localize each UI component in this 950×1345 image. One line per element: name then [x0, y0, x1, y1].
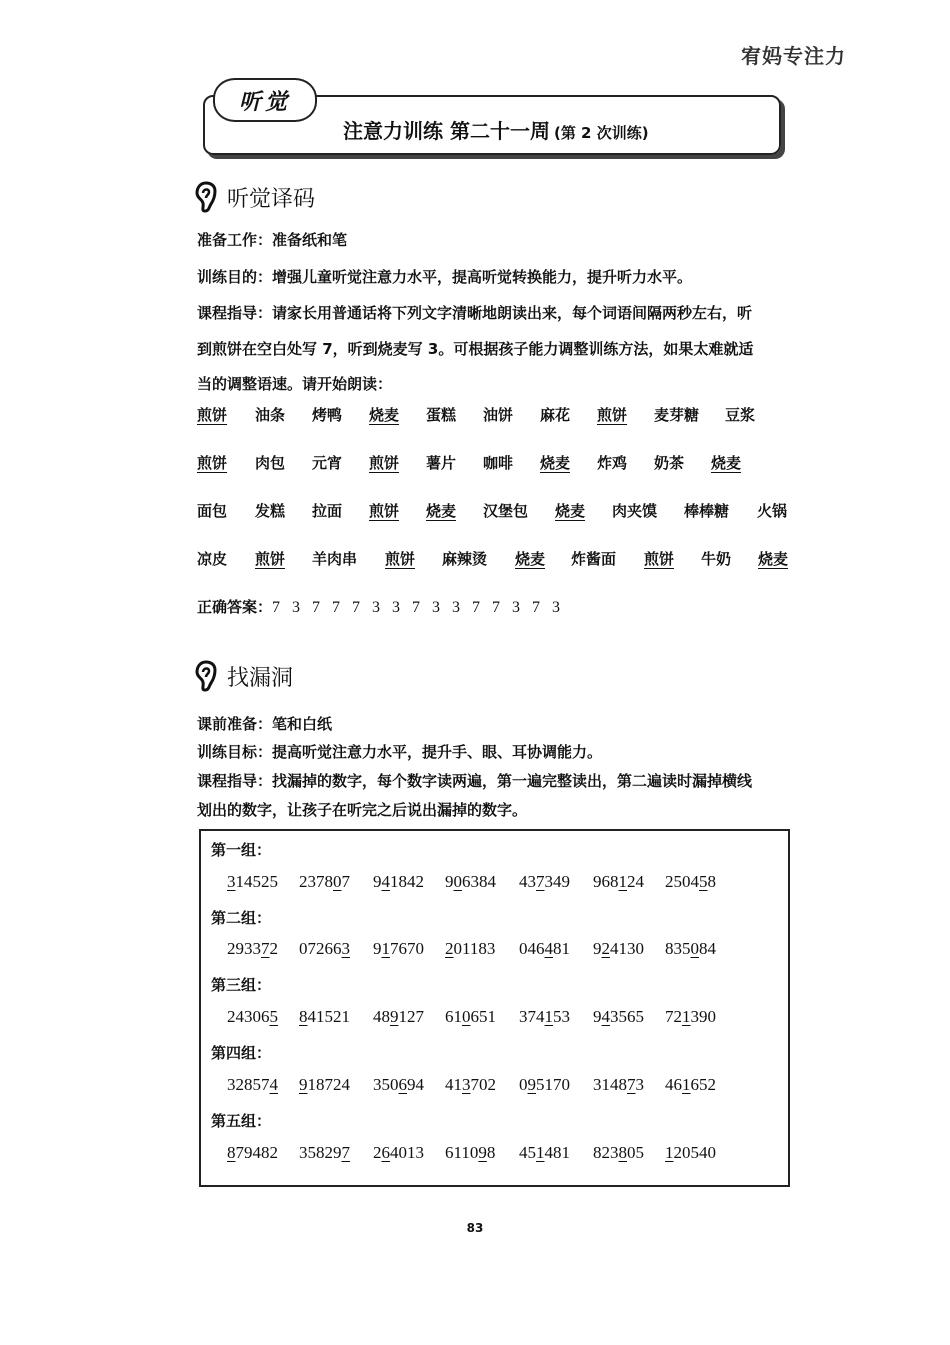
word: 火锅: [757, 502, 788, 520]
word-row: [197, 548, 797, 574]
section1-guide-line: 到煎饼在空白处写 7，听到烧麦写 3。可根据孩子能力调整训练方法，如果太难就适: [197, 340, 754, 358]
omitted-digit: 7: [261, 939, 270, 958]
number-item: 046481: [519, 939, 570, 958]
number-item: 314525: [227, 872, 278, 891]
omitted-digit: 1: [536, 1143, 545, 1162]
word: 棒棒糖: [684, 502, 730, 520]
group-label: 第五组：: [211, 1112, 272, 1130]
word: 烧麦: [758, 550, 789, 568]
number-item: 879482: [227, 1143, 278, 1162]
number-item: 610651: [445, 1007, 496, 1026]
section1-prep: 准备工作：准备纸和笔: [197, 231, 348, 249]
number-row: [227, 1007, 787, 1031]
omitted-digit: 9: [299, 1075, 308, 1094]
word: 煎饼: [255, 550, 286, 568]
section-heading-listening-decode: [195, 181, 315, 213]
number-item: 823805: [593, 1143, 644, 1162]
word: 羊肉串: [312, 550, 358, 568]
section1-guide-line: 当的调整语速。请开始朗读：: [197, 375, 393, 393]
word: 炸鸡: [597, 454, 628, 472]
number-item: 906384: [445, 872, 496, 891]
number-item: 350694: [373, 1075, 424, 1094]
number-item: 358297: [299, 1143, 350, 1162]
word: 烧麦: [555, 502, 586, 520]
word: 汉堡包: [483, 502, 529, 520]
section1-title: 听觉译码: [227, 186, 316, 212]
omitted-digit: 3: [341, 939, 350, 958]
word: 肉夹馍: [612, 502, 658, 520]
number-item: 611098: [445, 1143, 496, 1162]
section1-goal: 训练目的：增强儿童听觉注意力水平，提高听觉转换能力，提升听力水平。: [197, 268, 693, 286]
word: 咖啡: [483, 454, 514, 472]
word: 薯片: [426, 454, 457, 472]
number-row: [227, 872, 787, 896]
number-item: 968124: [593, 872, 644, 891]
section2-goal: 训练目标：提高听觉注意力水平，提升手、眼、耳协调能力。: [197, 743, 603, 761]
number-item: 924130: [593, 939, 644, 958]
omitted-digit: 9: [390, 1007, 399, 1026]
word: 烧麦: [426, 502, 457, 520]
title-main: 注意力训练 第二十一周: [343, 119, 550, 143]
section2-guide-line: 课程指导：找漏掉的数字，每个数字读两遍，第一遍完整读出，第二遍读时漏掉横线: [197, 772, 753, 790]
page-number: 83: [466, 1221, 484, 1235]
omitted-digit: 1: [682, 1007, 691, 1026]
word: 蛋糕: [426, 406, 457, 424]
word: 麻花: [540, 406, 571, 424]
group-label: 第四组：: [211, 1044, 272, 1062]
omitted-digit: 1: [665, 1143, 674, 1162]
word: 炸酱面: [571, 550, 617, 568]
number-item: 120540: [665, 1143, 716, 1162]
word: 发糕: [255, 502, 286, 520]
number-item: 721390: [665, 1007, 716, 1026]
number-item: 917670: [373, 939, 424, 958]
number-item: 461652: [665, 1075, 716, 1094]
word: 烧麦: [515, 550, 546, 568]
section2-prep: 课前准备：笔和白纸: [197, 715, 333, 733]
word-row: [197, 404, 797, 430]
group-label: 第二组：: [211, 909, 272, 927]
omitted-digit: 4: [601, 1007, 610, 1026]
word-row: [197, 452, 797, 478]
word: 凉皮: [197, 550, 228, 568]
omitted-digit: 6: [381, 1143, 390, 1162]
number-groups-box: [199, 829, 790, 1187]
ear-icon: [195, 181, 221, 213]
word: 麻辣烫: [442, 550, 488, 568]
section-heading-find-gaps: [195, 660, 293, 692]
omitted-digit: 8: [227, 1143, 236, 1162]
omitted-digit: 9: [527, 1075, 536, 1094]
omitted-digit: 9: [478, 1143, 487, 1162]
word: 煎饼: [197, 454, 228, 472]
number-item: 293372: [227, 939, 278, 958]
omitted-digit: 4: [269, 1075, 278, 1094]
watermark: 宥妈专注力: [741, 44, 846, 68]
title-subtitle: (第 2 次训练): [553, 124, 649, 142]
omitted-digit: 3: [227, 872, 236, 891]
omitted-digit: 5: [269, 1007, 278, 1026]
word: 烤鸭: [312, 406, 343, 424]
omitted-digit: 6: [398, 1075, 407, 1094]
answer: [197, 596, 564, 617]
word: 牛奶: [701, 550, 732, 568]
omitted-digit: 4: [544, 939, 553, 958]
number-item: 941842: [373, 872, 424, 891]
number-item: 072663: [299, 939, 350, 958]
number-item: 943565: [593, 1007, 644, 1026]
omitted-digit: 5: [699, 872, 708, 891]
number-item: 264013: [373, 1143, 424, 1162]
word: 煎饼: [197, 406, 228, 424]
header-tag: 听觉: [213, 78, 317, 122]
group-label: 第一组：: [211, 841, 272, 859]
number-item: 328574: [227, 1075, 278, 1094]
number-row: [227, 1143, 787, 1167]
word: 豆浆: [725, 406, 756, 424]
word-row: [197, 500, 797, 526]
number-item: 374153: [519, 1007, 570, 1026]
number-item: 237807: [299, 872, 350, 891]
omitted-digit: 1: [381, 939, 390, 958]
word: 烧麦: [711, 454, 742, 472]
omitted-digit: 7: [536, 872, 545, 891]
section2-title: 找漏洞: [227, 665, 294, 691]
number-item: 201183: [445, 939, 496, 958]
word: 烧麦: [369, 406, 400, 424]
number-item: 250458: [665, 872, 716, 891]
omitted-digit: 0: [462, 1007, 471, 1026]
word: 面包: [197, 502, 228, 520]
word: 煎饼: [369, 502, 400, 520]
section1-guide-line: 课程指导：请家长用普通话将下列文字清晰地朗读出来，每个词语间隔两秒左右，听: [197, 304, 753, 322]
number-row: [227, 939, 787, 963]
number-item: 489127: [373, 1007, 424, 1026]
omitted-digit: 0: [333, 872, 342, 891]
omitted-digit: 8: [299, 1007, 308, 1026]
word: 麦芽糖: [654, 406, 700, 424]
section2-guide-line: 划出的数字，让孩子在听完之后说出漏掉的数字。: [197, 801, 528, 819]
word: 油饼: [483, 406, 514, 424]
word: 煎饼: [644, 550, 675, 568]
word: 煎饼: [369, 454, 400, 472]
answer-label: 正确答案：: [197, 598, 273, 616]
number-row: [227, 1075, 787, 1099]
omitted-digit: 0: [453, 872, 462, 891]
word: 肉包: [255, 454, 286, 472]
number-item: 841521: [299, 1007, 350, 1026]
omitted-digit: 0: [690, 939, 699, 958]
answer-digits: 7 3 7 7 7 3 3 7 3 3 7 7 3 7 3: [272, 599, 565, 616]
number-item: 918724: [299, 1075, 350, 1094]
word: 元宵: [312, 454, 343, 472]
omitted-digit: 2: [445, 939, 454, 958]
number-item: 835084: [665, 939, 716, 958]
number-item: 314873: [593, 1075, 644, 1094]
omitted-digit: 7: [341, 1143, 350, 1162]
ear-icon: [195, 660, 221, 692]
omitted-digit: 1: [544, 1007, 553, 1026]
number-item: 095170: [519, 1075, 570, 1094]
omitted-digit: 7: [627, 1075, 636, 1094]
number-item: 243065: [227, 1007, 278, 1026]
word: 煎饼: [385, 550, 416, 568]
word: 煎饼: [597, 406, 628, 424]
omitted-digit: 4: [381, 872, 390, 891]
number-item: 451481: [519, 1143, 570, 1162]
group-label: 第三组：: [211, 976, 272, 994]
page-title: [343, 115, 649, 144]
word: 拉面: [312, 502, 343, 520]
word: 奶茶: [654, 454, 685, 472]
omitted-digit: 2: [601, 939, 610, 958]
word: 烧麦: [540, 454, 571, 472]
word: 油条: [255, 406, 286, 424]
omitted-digit: 3: [462, 1075, 471, 1094]
omitted-digit: 1: [682, 1075, 691, 1094]
number-item: 437349: [519, 872, 570, 891]
omitted-digit: 8: [618, 1143, 627, 1162]
number-item: 413702: [445, 1075, 496, 1094]
omitted-digit: 1: [618, 872, 627, 891]
